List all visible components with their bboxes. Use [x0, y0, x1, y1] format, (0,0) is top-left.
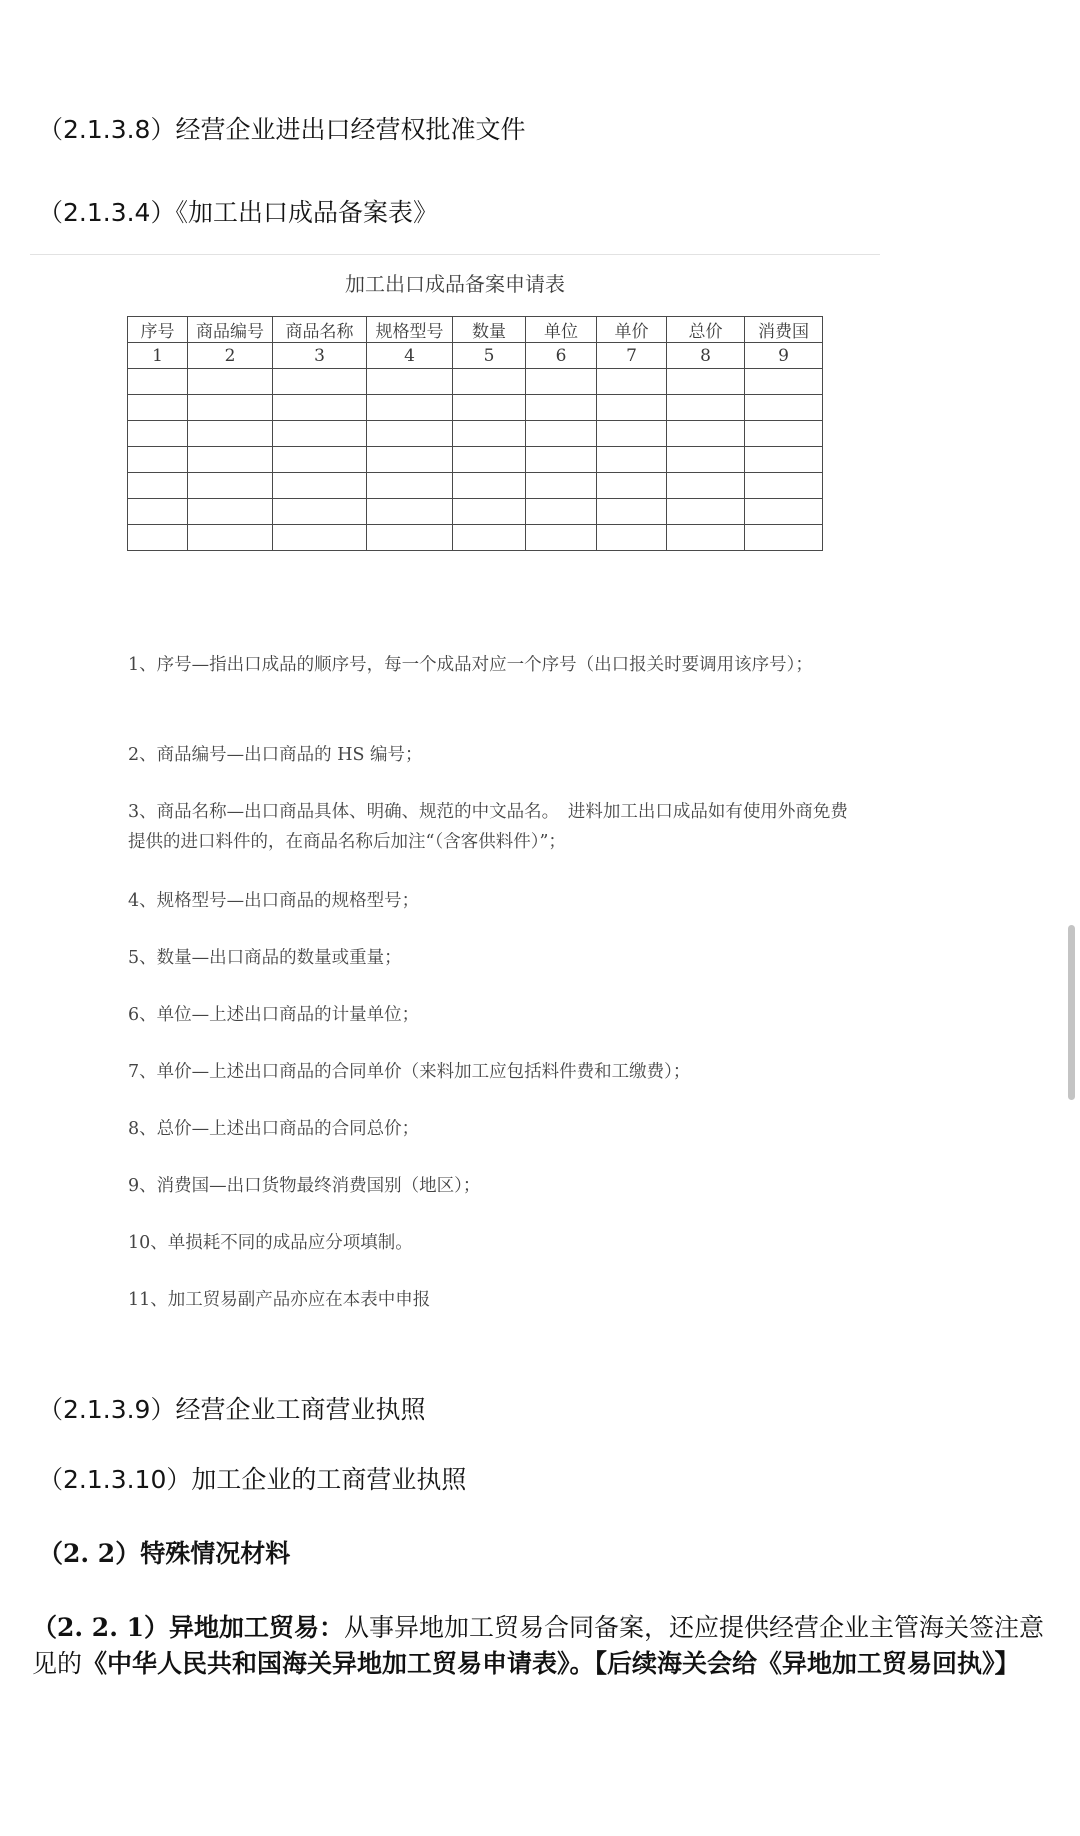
column-number: 2: [188, 343, 273, 369]
table-row: [128, 369, 823, 395]
note-item: 9、消费国—出口货物最终消费国别（地区）；: [128, 1176, 481, 1196]
table-row: [128, 473, 823, 499]
table-row: [128, 395, 823, 421]
filing-form-table: [127, 316, 823, 551]
column-number: 8: [667, 343, 745, 369]
note-item: 1、序号—指出口成品的顺序号，每一个成品对应一个序号（出口报关时要调用该序号）；: [128, 655, 813, 675]
special-case-text: 从事异地加工贸易合同备案，还应提供经营企业主管海关签注意见的: [32, 1613, 1045, 1678]
note-item: 6、单位—上述出口商品的计量单位；: [128, 1005, 420, 1025]
table-number-row: [128, 343, 823, 369]
column-number: 9: [745, 343, 823, 369]
table-row: [128, 421, 823, 447]
table-row: [128, 447, 823, 473]
column-header: 规格型号: [367, 317, 453, 343]
divider: [30, 254, 880, 255]
column-header: 商品名称: [273, 317, 367, 343]
special-case-label: （2. 2. 1）异地加工贸易：: [32, 1613, 345, 1642]
column-number: 7: [597, 343, 667, 369]
note-item: 5、数量—出口商品的数量或重量；: [128, 948, 402, 968]
column-header: 消费国: [745, 317, 823, 343]
note-item: 10、单损耗不同的成品应分项填制。: [128, 1233, 413, 1253]
table-header-row: [128, 317, 823, 343]
note-item: 8、总价—上述出口商品的合同总价；: [128, 1119, 420, 1139]
column-number: 3: [273, 343, 367, 369]
note-item: 2、商品编号—出口商品的 HS 编号；: [128, 745, 423, 765]
section-heading-2-1-3-9: （2.1.3.9）经营企业工商营业执照: [38, 1395, 426, 1424]
column-header: 商品编号: [188, 317, 273, 343]
section-heading-2-1-3-8: （2.1.3.8）经营企业进出口经营权批准文件: [38, 115, 526, 144]
form-title: 加工出口成品备案申请表: [345, 272, 565, 296]
column-number: 6: [526, 343, 597, 369]
note-item: 4、规格型号—出口商品的规格型号；: [128, 891, 420, 911]
section-heading-2-2: （2. 2）特殊情况材料: [38, 1539, 291, 1568]
column-number: 5: [453, 343, 526, 369]
column-header: 序号: [128, 317, 188, 343]
section-heading-2-1-3-10: （2.1.3.10）加工企业的工商营业执照: [38, 1465, 467, 1494]
table-row: [128, 525, 823, 551]
note-item: 11、加工贸易副产品亦应在本表中申报: [128, 1290, 431, 1310]
column-header: 单价: [597, 317, 667, 343]
column-header: 单位: [526, 317, 597, 343]
note-item: 3、商品名称—出口商品具体、明确、规范的中文品名。 进料加工出口成品如有使用外商免费提供的进口料件的，在商品名称后加注“（含客供料件）”；: [128, 802, 848, 852]
section-heading-2-1-3-4: （2.1.3.4）《加工出口成品备案表》: [38, 198, 438, 227]
scrollbar[interactable]: [1068, 925, 1075, 1100]
note-item: 7、单价—上述出口商品的合同单价（来料加工应包括料件费和工缴费）；: [128, 1062, 691, 1082]
column-header: 总价: [667, 317, 745, 343]
special-case-paragraph: [32, 1610, 1062, 1682]
table-row: [128, 499, 823, 525]
column-header: 数量: [453, 317, 526, 343]
column-number: 4: [367, 343, 453, 369]
column-number: 1: [128, 343, 188, 369]
special-case-form-name: 《中华人民共和国海关异地加工贸易申请表》。【后续海关会给《异地加工贸易回执》】: [82, 1649, 1020, 1678]
scanned-form-image: [30, 254, 880, 1328]
